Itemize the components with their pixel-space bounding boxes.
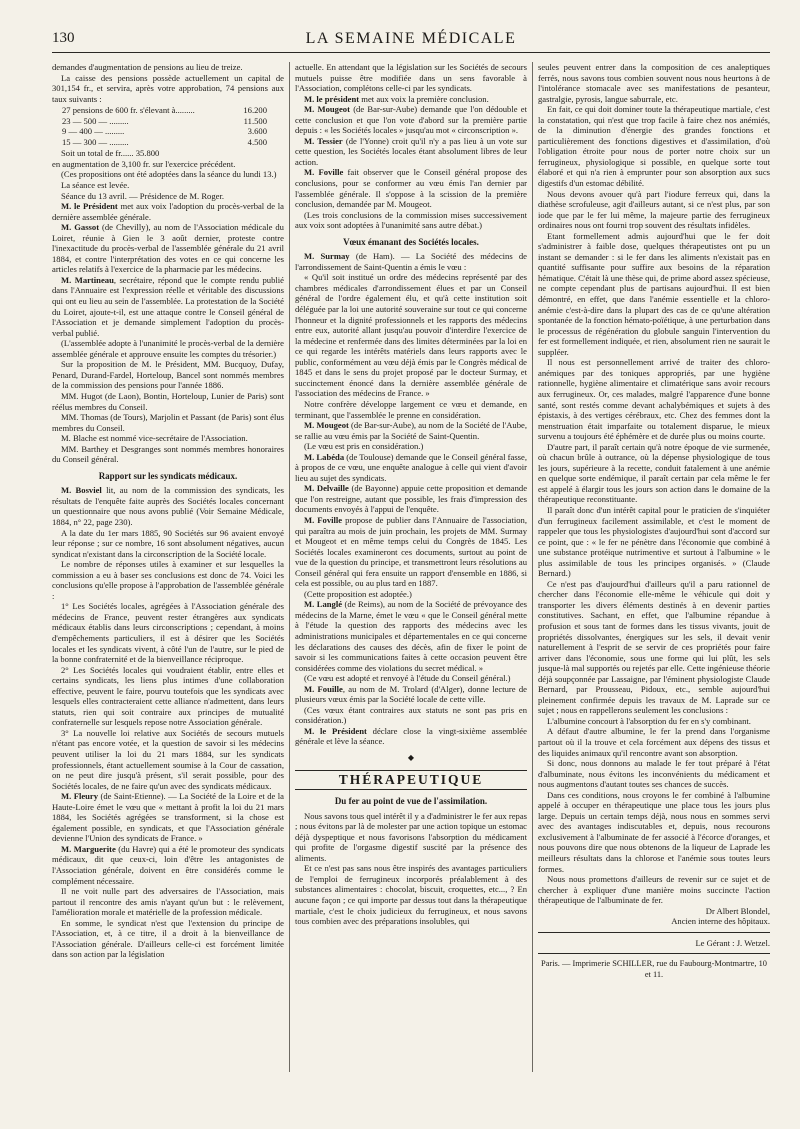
column-divider	[532, 62, 533, 1072]
paragraph-text: (de Bar-sur-Aube) demande que l'on dédouble et cette conclusion et que l'on vote d'abord sur la première partie depuis : « les Sociétés locales » jusqu'au mot « circonscription ».	[295, 104, 527, 136]
speaker-name: M. Fouille	[304, 683, 343, 694]
paragraph	[52, 148, 284, 159]
paragraph	[295, 251, 527, 272]
paragraph-text: A défaut d'autre albumine, le fer la prend dans l'organisme partout où il la trouve et cela forcément aux dépens des tissus et des liquides animaux qu'il rencontre avant son absorption.	[538, 726, 770, 758]
speaker-name: M. Langlé	[304, 599, 343, 610]
paragraph-text: (du Havre) qui a été le promoteur des syndicats médicaux, dit que ceux-ci, loin d'être les antagonistes de l'Association générale, doivent en être considérés comme le complément nécessaire.	[52, 843, 284, 886]
paragraph	[538, 505, 770, 579]
paragraph	[52, 485, 284, 527]
ornament: ◆	[407, 753, 415, 762]
paragraph	[52, 918, 284, 960]
paragraph-text: Notre confrère développe largement ce vœu et demande, en terminant, que l'assemblée le prenne en considération.	[295, 398, 527, 420]
paragraph-text: En fait, ce qui doit dominer toute la thérapeutique martiale, c'est la constatation, qui n'est que trop facile à faire chez nos anémiés, de la diminution d'énergie des grandes fonctions et particulièrement des fonctions digestives et d'assimilation, d'où l'obligation étroite pour nous de porter notre choix sur un ferrugineux, physiologique si possible, en quelque sorte tout élaboré et qui n'a rien à emprunter pour son absorption aux sucs digestifs d'un estomac débilité.	[538, 104, 770, 189]
paragraph	[52, 559, 284, 601]
separator-rule	[538, 953, 770, 954]
speaker-name: M. Mougeot	[304, 420, 349, 431]
paragraph-text: (Cette proposition est adoptée.)	[304, 588, 412, 599]
paragraph	[52, 844, 284, 886]
paragraph-text: Le nombre de réponses utiles à examiner et sur lesquelles la commission a eu à baser ses conclusions est donc de 74. Voici les conclusions qu'elle propose à l'approbation de l'assemblée générale :	[52, 559, 284, 601]
paragraph-text: , au nom de M. Trolard (d'Alger), donne lecture de plusieurs vœux émis par la Société locale de cette ville.	[295, 683, 527, 705]
pension-table	[62, 105, 284, 147]
paragraph-text: Soit un total de fr...... 35.800	[61, 148, 160, 159]
paragraph	[52, 728, 284, 791]
paragraph	[52, 601, 284, 664]
paragraph	[538, 758, 770, 790]
paragraph	[295, 599, 527, 673]
paragraph	[295, 515, 527, 589]
paragraph	[538, 726, 770, 758]
paragraph	[295, 136, 527, 168]
page-header	[52, 30, 770, 53]
paragraph	[538, 790, 770, 874]
paragraph	[52, 201, 284, 222]
speaker-name: M. Delvaille	[304, 483, 349, 494]
paragraph-text: actuelle. En attendant que la législation sur les Sociétés de secours mutuels puisse être modifiée dans un sens favorable à l'Association, complétons celle-ci par les syndicats.	[295, 62, 527, 94]
paragraph	[52, 412, 284, 433]
paragraph-text: met aux voix la première conclusion.	[359, 93, 489, 104]
pension-row	[62, 126, 267, 137]
paragraph	[295, 811, 527, 864]
paragraph-text: 3° La nouvelle loi relative aux Sociétés de secours mutuels n'étant pas encore votée, et la question de savoir si les médecins peuvent utiliser la loi du 21 mars 1884, sur les syndicats professionnels, étant actuellement soumise à la Cour de cassation, on ne peut dire jusqu'à présent, s'il serait possible, pour des Sociétés locales, de ne faire qu'un avec des syndicats médicaux.	[52, 727, 284, 791]
paragraph-text: Etant formellement admis aujourd'hui que le fer doit s'administrer à faible dose, quelques thérapeutistes ont pu un instant se demander : si le fer dans les aliments n'existait pas en quantité suffisante pour suffire aux besoins de la réparation hématique. C'était là une thèse qui, de prime abord assez spécieuse, ne compte cependant plus de partisans aujourd'hui. Il est bien démontré, en effet, que dans l'anémie essentielle et la chloro-anémie c'est-à-dire dans la plupart des cas de ce qu'une altération spontanée de la fonction hémato-poïétique, à une perturbation dans le processus de régénération du globule sanguin l'intervention du fer est formellement indiquée, et rien, absolument rien ne saurait le suppléer.	[538, 230, 770, 357]
pension-amount: 11.500	[243, 115, 267, 126]
paragraph-text: en augmentation de 3,100 fr. sur l'exercice précédent.	[52, 158, 236, 169]
paragraph-text: Si donc, nous donnons au malade le fer tout préparé à l'état d'albuminate, nous évitons les inconvénients du médicament et nous augmentons d'autant toutes ses chances de succès.	[538, 758, 770, 790]
speaker-name: M. Foville	[304, 167, 344, 178]
column-3	[538, 62, 770, 1092]
paragraph	[538, 189, 770, 231]
paragraph	[295, 441, 527, 452]
paragraph-text: La caisse des pensions possède actuellement un capital de 301,154 fr., et servira, après votre approbation, 74 pensions aux taux suivants :	[52, 72, 284, 104]
paragraph	[52, 444, 284, 465]
paragraph-text: Sur la proposition de M. le Président, MM. Bucquoy, Dufay, Penard, Durand-Fardel, Horteloup, Bancel sont nommés membres de la commission des pensions pour l'année 1886.	[52, 359, 284, 391]
paragraph	[52, 359, 284, 391]
paragraph	[295, 399, 527, 420]
paragraph-text: (de Bar-sur-Aube), au nom de la Société de l'Aube, se rallie au vœu émis par la Société de Saint-Quentin.	[295, 420, 527, 441]
paragraph-text: (de Saint-Etienne). — La Société de la Loire et de la Haute-Loire émet le vœu que « mettant à profit la loi du 21 mars 1884, les Sociétés agrégées se transforment, si la chose est également possible, en syndicats, et que l'Association générale devienne l'Union des syndicats de France. »	[52, 791, 284, 844]
pension-label: 23 — 500 — .........	[62, 115, 129, 126]
pension-row	[62, 137, 267, 148]
paragraph-text: (Ces propositions ont été adoptées dans la séance du lundi 13.)	[61, 169, 277, 180]
paragraph-text: MM. Thomas (de Tours), Marjolin et Passant (de Paris) sont élus membres du Conseil.	[52, 412, 284, 433]
paragraph	[295, 863, 527, 926]
pension-row	[62, 105, 267, 116]
column-divider	[289, 62, 290, 1072]
paragraph-text: (Ce vœu est adopté et renvoyé à l'étude du Conseil général.)	[304, 673, 511, 684]
section-subtitle: Rapport sur les syndicats médicaux.	[98, 470, 238, 481]
paragraph	[295, 726, 527, 747]
speaker-name: M. Bosviel	[61, 485, 102, 496]
paragraph-text: En somme, le syndicat n'est que l'extension du principe de l'Association, et, à ce titre, il a droit à la bienveillance de l'Association générale. D'ailleurs celle-ci est forcément limitée dans son action par la législation	[52, 917, 284, 960]
paragraph-text: (L'assemblée adopte à l'unanimité le procès-verbal de la dernière assemblée générale et approuve ensuite les comptes du trésorier.)	[52, 338, 284, 359]
paragraph	[538, 62, 770, 104]
paragraph-text: D'autre part, il paraît certain qu'à notre époque de vie surmenée, où chacun brûle à outrance, où la dépense physiologique de tous les jours, supérieure à la recette, conduit fatalement à une anémie en quelque sorte endémique, il paraît certain par cela même le fer est appelé à élargir tous les jours son action dans le domaine de la thérapeutique reconstituante.	[538, 441, 770, 505]
paragraph-text: (de Reims), au nom de la Société de prévoyance des médecins de la Marne, émet le vœu « que le Conseil général mette à l'étude la question des rapports des médecins avec les administrations municipales et départementales en ce qui concerne les déclarations des causes des décès, afin de fixer le point de savoir si les communications faites à cette occasion peuvent être considérées comme des violations du secret médical. »	[295, 599, 527, 673]
paragraph-text: M. Blache est nommé vice-secrétaire de l'Association.	[61, 433, 248, 444]
paragraph	[295, 272, 527, 399]
speaker-name: M. le Président	[61, 201, 118, 212]
paragraph	[295, 589, 527, 600]
paragraph-text: 2° Les Sociétés locales qui voudraient établir, entre elles et certains syndicats, les liens plus intimes d'une collaboration effective, peuvent le faire, pourvu toutefois que les syndicats avec lesquels elles contracteraient cette alliance n'admettent, dans leurs statuts, rien qui soit contraire aux principes de mutualité confraternelle sur lesquels repose notre Association générale.	[52, 664, 284, 728]
paragraph-text: MM. Hugot (de Laon), Bontin, Horteloup, Lunier de Paris) sont réélus membres du Conseil.	[52, 390, 284, 412]
speaker-name: M. Mougeot	[304, 104, 350, 115]
paragraph-text: (Ces vœux étant contraires aux statuts ne sont pas pris en considération.)	[295, 704, 527, 726]
paragraph-text: déclare close la vingt-sixième assemblée générale et lève la séance.	[295, 725, 527, 747]
paragraph-text: (de Chevilly), au nom de l'Association médicale du Loiret, réunie à Gien le 3 août dernier, proteste contre l'inexactitude du procès-verbal de l'assemblée générale du 21 avril 1884, et contre l'interprétation des votes en ce qui concerne les articles relatifs à l'exercice de la pharmacie par les médecins.	[52, 222, 284, 275]
speaker-name: M. Tessier	[304, 135, 343, 146]
paragraph	[52, 62, 284, 73]
paragraph-text: (de Toulouse) demande que le Conseil général fasse, à propos de ce vœu, une enquête analogue à celle qui vient d'avoir lieu au sujet des syndicats.	[295, 451, 527, 483]
paragraph-text: 1° Les Sociétés locales, agrégées à l'Association générale des médecins de France, peuvent rester étrangères aux syndicats médicaux établis dans leurs circonscriptions ; cependant, à moins d'empêchements particuliers, il est à désirer que les Sociétés locales et les syndicats vivent, à côté l'un de l'autre, sur le pied de la bonne confraternité et de la bienveillance réciproque.	[52, 601, 284, 665]
paragraph	[295, 210, 527, 231]
paragraph	[52, 222, 284, 275]
paragraph-text: Il ne voit nulle part des adversaires de l'Association, mais partout il rencontre des amis n'ayant qu'un but : le relèvement, l'amélioration morale et matérielle de la profession médicale.	[52, 886, 284, 918]
paragraph-text: Nous savons tous quel intérêt il y a d'administrer le fer aux repas ; nous évitons par là de molester par une action topique un estomac déjà dyspeptique et nous favorisons l'absorption du médicament qui profite de l'orgasme digestif suscité par la présence des aliments.	[295, 810, 527, 863]
paragraph-text: Il paraît donc d'un intérêt capital pour le praticien de s'inquiéter d'un ferrugineux facilement assimilable, et c'est le moment de rappeler que tous les physiologistes d'aujourd'hui sont d'accord sur ce point, que : « le fer ne pénètre dans l'économie que combiné à une substance protéique nutrimentive et surtout à l'albumine » le plus assimilable de tous les principes organisés. » (Claude Bernard.)	[538, 504, 770, 579]
column-1	[52, 62, 284, 1092]
speaker-name: M. Martineau	[61, 274, 114, 285]
paragraph-text: Nous nous promettons d'ailleurs de revenir sur ce sujet et de chercher à expliquer d'une manière moins succincte l'action thérapeutique de l'albuminate de fer.	[538, 874, 770, 906]
paragraph	[295, 62, 527, 94]
signature-line: Le Gérant : J. Wetzel.	[695, 937, 770, 948]
paragraph	[538, 716, 770, 727]
paragraph	[538, 231, 770, 358]
paragraph	[52, 275, 284, 338]
paragraph	[52, 169, 284, 180]
paragraph	[538, 579, 770, 716]
paragraph	[52, 391, 284, 412]
paragraph-text: « Qu'il soit institué un ordre des médecins représenté par des chambres médicales d'arrondissement élues et par un Conseil général de l'ordre également élu, et qu'à cette institution soit déléguée par la loi une autorité souveraine sur tout ce qui concerne l'honneur et la dignité professionnels et les rapports des médecins entre eux, autorité allant jusqu'au pouvoir d'interdire l'exercice de la médecine et renfermée dans des limites déterminées par la loi en ce qui regarde les intérêts matériels dans leurs rapports avec le public, conformément au vœu déjà émis par le Congrès médical de 1845 et dans le sens du projet proposé par le docteur Surmay, et succinctement énoncé dans la dernière assemblée générale de l'association des médecins de France. »	[295, 272, 527, 399]
paragraph	[295, 483, 527, 515]
paragraph-text: fait observer que le Conseil général propose des conclusions, pour se conformer au vœu émis l'an dernier par l'assemblée générale. Il s'oppose à la scission de la première conclusion, demandée par M. Mougeot.	[295, 167, 527, 210]
speaker-name: M. Marguerite	[61, 843, 116, 854]
paragraph-text: propose de publier dans l'Annuaire de l'association, qui paraîtra au mois de juin prochain, les projets de MM. Surmay et Mougeot et en même temps celui du Congrès de 1845. Les Sociétés locales examineront ces documents, surtout au point de vue de la question du principe, et transmettront leurs résolutions au Conseil général qui fera ensuite un rapport d'ensemble en 1886, si cela est possible, ou au plus tard en 1887.	[295, 514, 527, 589]
paragraph	[295, 420, 527, 441]
signature-line: Ancien interne des hôpitaux.	[671, 916, 770, 927]
paragraph-text: Dans ces conditions, nous croyons le fer combiné à l'albumine appelé à occuper en thérapeutique une place tous les jours plus large. Depuis un certain temps déjà, nous nous en sommes servi avec des avantages indiscutables et, depuis, nous recourons exclusivement à l'albuminate de fer associé à l'écorce d'oranges, et nous pouvons dire que nous obtenons de la liqueur de Laprade les meilleurs résultats dans la chlorose et l'anémie sous toutes leurs formes.	[538, 789, 770, 874]
paragraph-text: Il nous est personnellement arrivé de traiter des chloro-anémiques par des toniques appropriés, par une hygiène rationnelle, hygiène alimentaire et climatérique sans avoir recours aux ferrugineux. Or, ces malades, malgré l'apparence d'une bonne santé, sont restés comme devant achalybémiques et sujets à des épistaxis, à des vertiges cérébraux, etc. Chez des femmes dont la menstruation était imparfaite ou totalement disparue, le mieux survenu a toujours été éphémère et de durée plus ou moins courte.	[538, 357, 770, 442]
paragraph	[295, 104, 527, 136]
paragraph-text: (de l'Yonne) croit qu'il n'y a pas lieu à un vote sur cette question, les Sociétés locales étant absolument libres de leur action.	[295, 135, 527, 167]
paragraph	[52, 180, 284, 191]
paragraph-text: met aux voix l'adoption du procès-verbal de la dernière assemblée générale.	[52, 201, 284, 222]
imprint: Paris. — Imprimerie SCHILLER, rue du Faubourg-Montmartre, 10 et 11.	[541, 959, 767, 979]
journal-title: LA SEMAINE MÉDICALE	[305, 30, 517, 47]
pension-label: 27 pensions de 600 fr. s'élevant à.........	[62, 105, 195, 116]
pension-amount: 4.500	[247, 136, 267, 147]
paragraph-text: MM. Barthey et Desgranges sont nommés membres honoraires du Conseil général.	[52, 443, 284, 465]
speaker-name: M. Gassot	[61, 222, 100, 233]
paragraph	[52, 886, 284, 918]
paragraph-text: lit, au nom de la commission des syndicats, les résultats de l'enquête faite auprès des Sociétés locales concernant un questionnaire que nous avons publié (Voir Semaine Médicale, 1884, n° 22, page 230).	[52, 485, 284, 527]
paragraph-text: L'albumine concourt à l'absorption du fer en s'y combinant.	[547, 715, 751, 726]
paragraph	[295, 673, 527, 684]
paragraph	[538, 874, 770, 906]
signature-line: Dr Albert Blondel,	[705, 905, 770, 916]
pension-row	[62, 116, 267, 127]
page-number: 130	[52, 30, 75, 46]
paragraph-text: La séance est levée.	[61, 180, 130, 191]
paragraph	[295, 684, 527, 705]
paragraph	[52, 433, 284, 444]
paragraph-text: demandes d'augmentation de pensions au lieu de treize.	[52, 62, 243, 72]
paragraph	[538, 442, 770, 505]
section-subtitle: Vœux émanant des Sociétés locales.	[343, 236, 479, 247]
speaker-name: M. Fleury	[61, 791, 99, 802]
paragraph-text: seules peuvent entrer dans la composition de ces analeptiques ferrés, nous savons tous combien souvent nous nous heurtons à de l'intolérance stomacale avec ses manifestations de pesanteur, gastralgie, pyrosis, langue saburrale, etc.	[538, 62, 770, 104]
paragraph	[52, 665, 284, 728]
speaker-name: M. Labéda	[304, 451, 345, 462]
separator-rule	[538, 932, 770, 933]
paragraph	[295, 167, 527, 209]
paragraph	[52, 528, 284, 560]
paragraph-text: Nous devons avouer qu'à part l'iodure ferreux qui, dans la diathèse scrofuleuse, agit d'ailleurs autant, si ce n'est plus, par son iode que par le fer lui même, la majeure partie des ferrugineux ordinaires nous ont fourni trop souvent des résultats infidèles.	[538, 188, 770, 231]
pension-label: 9 — 400 — .........	[62, 126, 125, 137]
paragraph	[538, 104, 770, 188]
paragraph	[295, 94, 527, 105]
pension-amount: 3.600	[247, 126, 267, 137]
column-2	[295, 62, 527, 1092]
pension-amount: 16.200	[243, 105, 267, 116]
paragraph-text: A la date du 1er mars 1885, 90 Sociétés sur 96 avaient envoyé leur réponse ; sur ce nombre, 16 sont absolument négatives, aucun syndicat n'existant dans la circonscription de la Société locale.	[52, 527, 284, 559]
paragraph-text: Et ce n'est pas sans nous être inspirés des avantages particuliers de l'emploi de ferrugineux incorporés préalablement à des substances alimentaires : chocolat, biscuit, croquettes, etc..., ? En aucune façon ; ce qui importe par dessus tout dans la thérapeutique martiale, c'est le choix judicieux du ferrugineux, et nous savons tous combien avec des préparations insolubles, qui	[295, 863, 527, 927]
section-subtitle: Du fer au point de vue de l'assimilation.	[334, 796, 488, 807]
speaker-name: M. Surmay	[304, 251, 350, 262]
pension-label: 15 — 300 — .........	[62, 136, 129, 147]
paragraph-text: (Les trois conclusions de la commission mises successivement aux voix sont adoptées à l'unanimité sans autre débat.)	[295, 209, 527, 231]
speaker-name: M. Foville	[304, 514, 343, 525]
paragraph-text: (de Ham). — La Société des médecins de l'arrondissement de Saint-Quentin a émis le vœu :	[295, 251, 527, 272]
paragraph-text: Ce n'est pas d'aujourd'hui d'ailleurs qu'il a paru rationnel de chercher dans l'économie elle-même le véhicule qui doit y transporter les divers éléments destinés à en devenir parties constitutives. Sachant, en effet, que l'albumine répandue à profusion et sous tant de formes dans les tissus vivants, jouit de propriétés dissolvantes, énergiques sur les sels, il devait venir naturellement à l'esprit de se servir de ces propriétés pour faire arriver dans l'économie, sous une forme qui lui plût, les sels jusque-là mal supportés ou rejetés par elle. Cette ingénieuse théorie déjà soupçonnée par Lassaigne, par l'éminent physiologiste Claude Bernard, par Prousseau, Pidoux, etc., semble aujourd'hui pleinement confirmée depuis les travaux de M. Laprade sur ce sujet ; nous en rappellerons seulement les conclusions :	[538, 578, 770, 716]
paragraph-text: (de Bayonne) appuie cette proposition et demande que l'on restreigne, autant que possible, les frais d'impression des documents envoyés à l'appui de l'enquête.	[295, 483, 527, 515]
speaker-name: M. le président	[304, 93, 360, 104]
section-heading: THÉRAPEUTIQUE	[295, 770, 527, 791]
paragraph	[52, 338, 284, 359]
paragraph	[52, 159, 284, 170]
paragraph-text: Séance du 13 avril. — Présidence de M. Roger.	[61, 190, 224, 201]
paragraph	[52, 191, 284, 202]
paragraph	[295, 705, 527, 726]
paragraph-text: , secrétaire, répond que le compte rendu publié dans l'Annuaire est l'expression réelle et véritable des discussions qui ont eu lieu au sein de l'assemblée. La protestation de la Société du Loiret, ajoute-t-il, est une attaque contre le Conseil général de l'Association et je demande simplement l'adoption du procès-verbal publié.	[52, 274, 284, 338]
paragraph	[52, 791, 284, 844]
paragraph-text: (Le vœu est pris en considération.)	[304, 441, 424, 452]
paragraph	[52, 73, 284, 105]
paragraph	[295, 452, 527, 484]
paragraph	[538, 357, 770, 441]
speaker-name: M. le Président	[304, 725, 367, 736]
